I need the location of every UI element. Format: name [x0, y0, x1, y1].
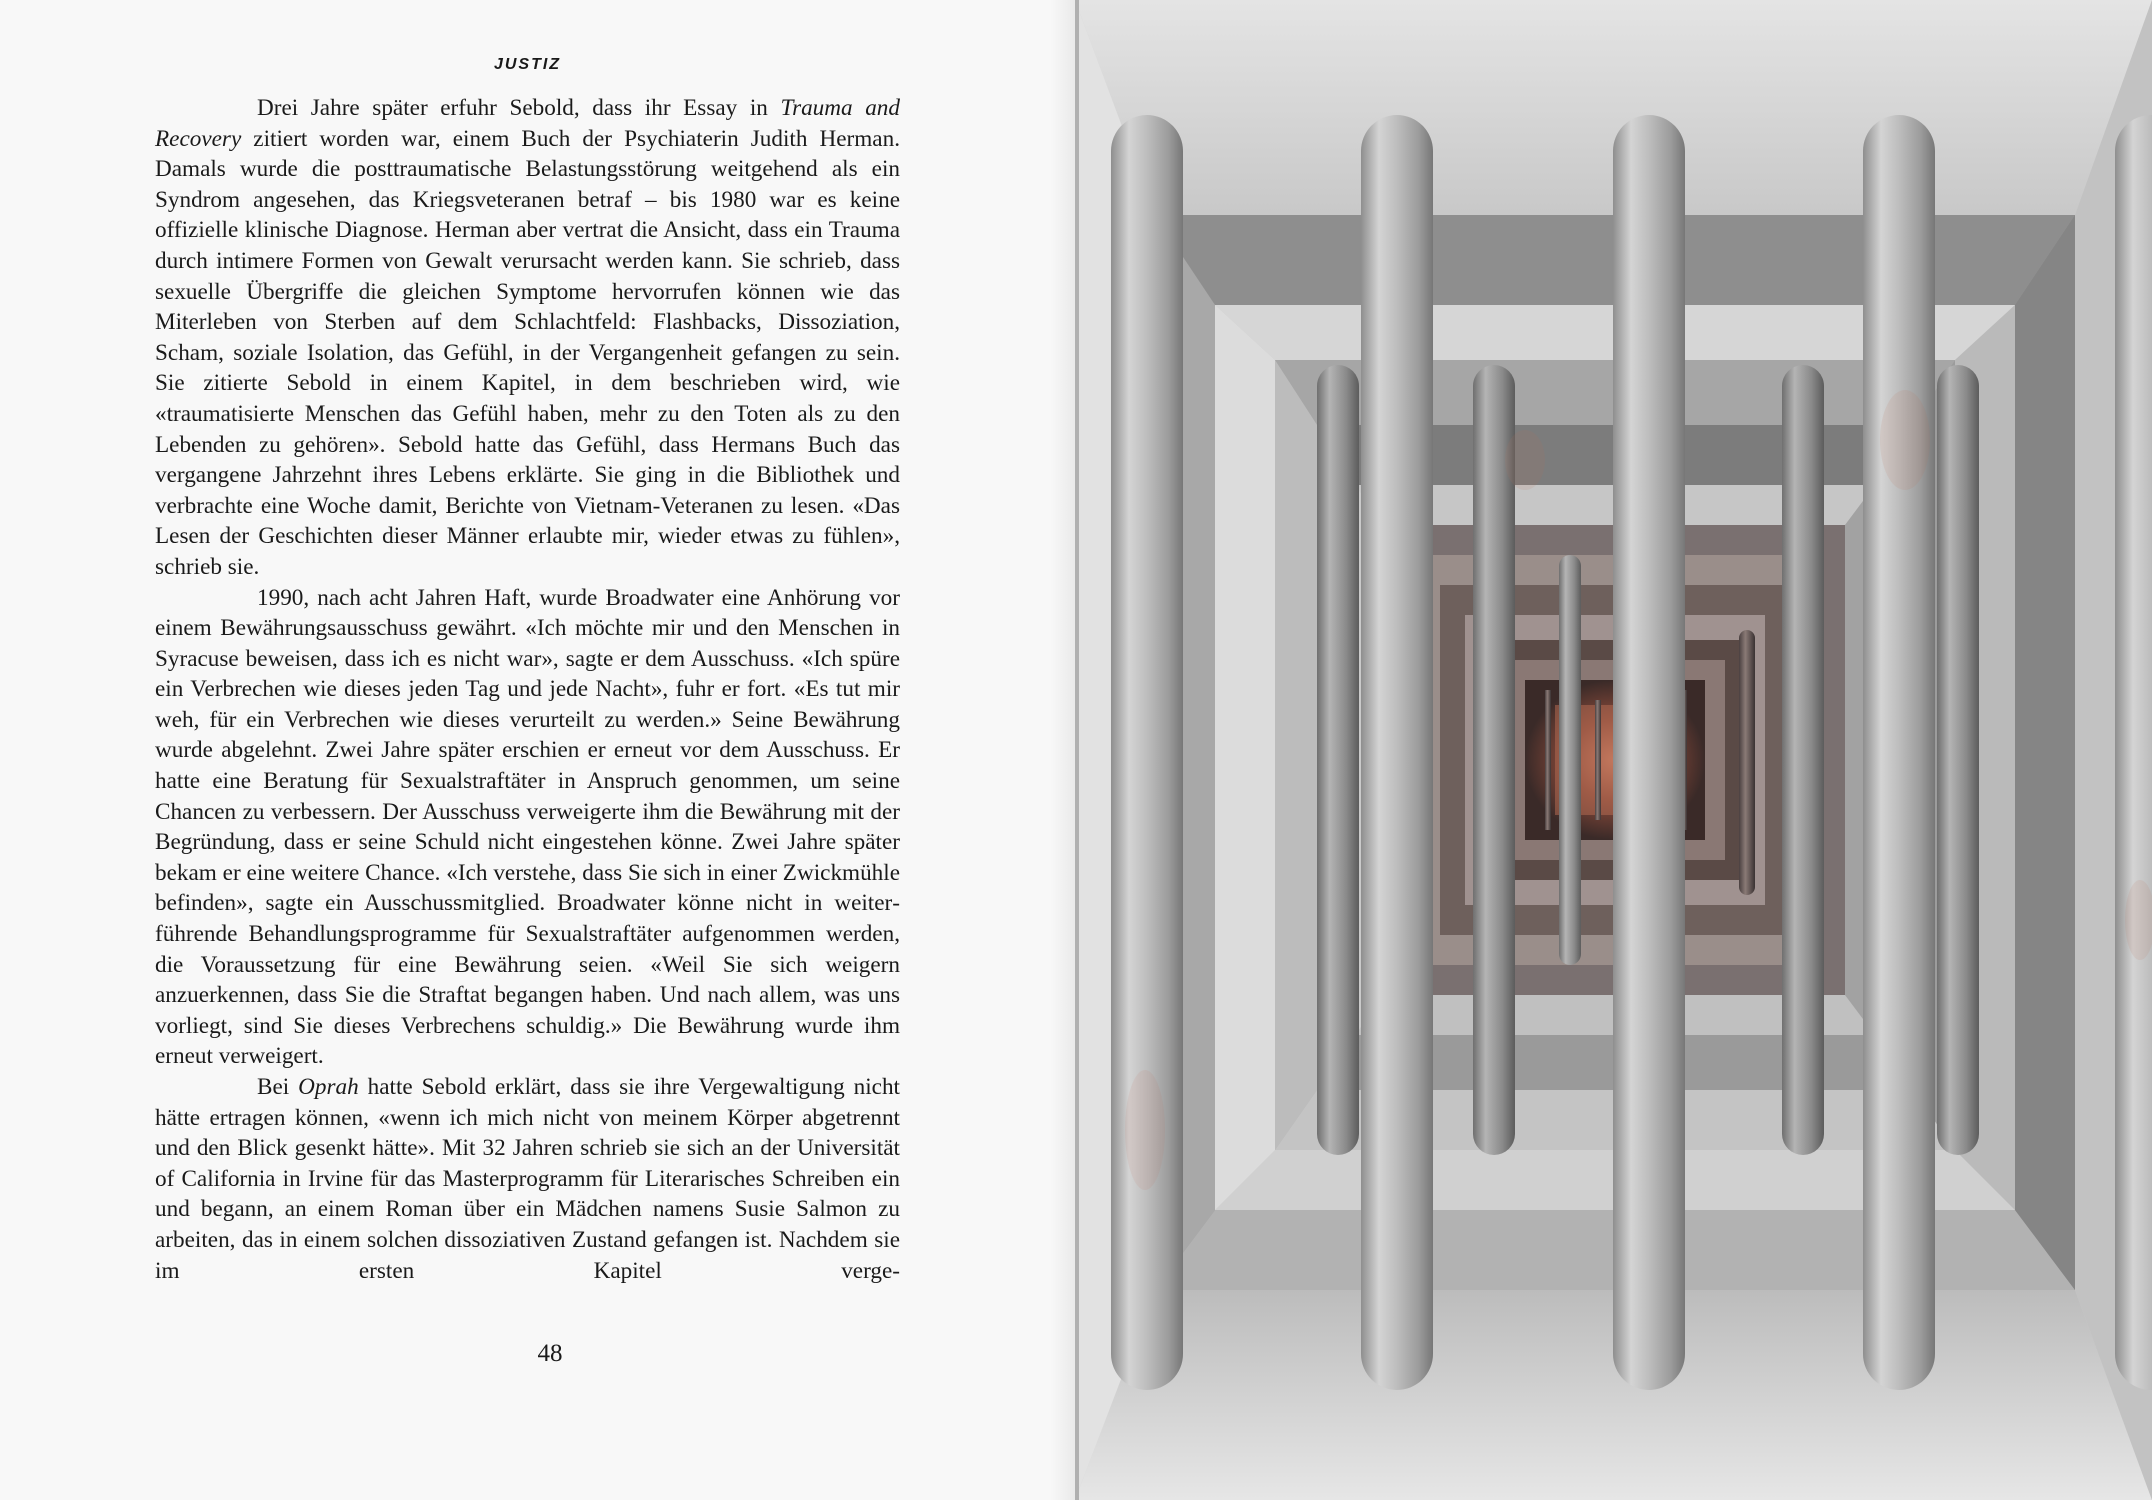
- body-text: [155, 93, 900, 1286]
- text-run: zitiert worden war, einem Buch der Psychiaterin Judith Herman. Damals wurde die posttraumatische Belastungsstörung weitgehend als ein Syndrom angesehen, das Kriegsveteranen betraf – bis 1980 war es keine offizielle klinische Diagnose. Herman aber vertrat die Ansicht, dass ein Trauma durch intimere Formen von Gewalt verursacht werden kann. Sie schrieb, dass sexuelle Übergriffe die gleichen Symptome hervorrufen können wie das Miterleben von Sterben auf dem Schlachtfeld: Flashbacks, Dissoziation, Scham, soziale Isolation, das Gefühl, in der Vergangenheit gefangen zu sein. Sie zitierte Sebold in einem Kapitel, in dem beschrieben wird, wie «traumatisierte Menschen das Gefühl haben, mehr zu den Toten als zu den Lebenden zu gehören». Sebold hatte das Gefühl, dass Hermans Buch das vergangene Jahrzehnt ihres Lebens erklärte. Sie ging in die Bibliothek und verbrachte eine Woche damit, Berichte von Vietnam-Veteranen zu lesen. «Das Lesen der Geschichten dieser Männer erlaubte mir, wieder etwas zu fühlen», schrieb sie.: [155, 125, 900, 580]
- gutter-shadow: [1050, 0, 1075, 1500]
- text-run: Drei Jahre später erfuhr Sebold, dass ihr Essay in: [257, 95, 781, 121]
- paragraph: [155, 1072, 900, 1286]
- paragraph: [155, 583, 900, 1073]
- italic-title: Oprah: [298, 1074, 359, 1100]
- running-head: JUSTIZ: [493, 56, 562, 73]
- left-page: [0, 0, 1075, 1500]
- paragraph: [155, 93, 900, 583]
- right-page-illustration: [1075, 0, 2152, 1500]
- text-run: Bei: [257, 1074, 299, 1100]
- italic-title: Trauma and Recovery: [155, 95, 900, 152]
- prison-bars-tunnel-illustration: [1075, 0, 2152, 1500]
- page-number: 48: [537, 1340, 563, 1367]
- text-run: hatte Sebold erklärt, dass sie ihre Vergewaltigung nicht hätte ertragen können, «wenn ich mich nicht von meinem Körper abgetrennt und den Blick gesenkt hätte». Mit 32 Jahren schrieb sie sich an der Universität of California in Irvine für das Masterprogramm für Literarisches Schreiben ein und begann, an einem Roman über ein Mädchen namens Susie Salmon zu arbeiten, das in einem solchen dissoziativen Zustand gefangen ist. Nachdem sie im ersten Kapitel verge-: [155, 1074, 900, 1284]
- text-run: 1990, nach acht Jahren Haft, wurde Broadwater eine Anhörung vor einem Bewährungsausschuss gewährt. «Ich möchte mir und den Menschen in Syracuse beweisen, dass ich es nicht war», sagte er dem Ausschuss. «Ich spüre ein Verbrechen wie dieses jeden Tag und jede Nacht», fuhr er fort. «Es tut mir weh, für ein Verbrechen wie dieses verurteilt zu werden.» Seine Bewährung wurde abgelehnt. Zwei Jahre später erschien er erneut vor dem Ausschuss. Er hatte eine Beratung für Sexualstraftäter in Anspruch genommen, um seine Chancen zu verbessern. Der Ausschuss verweigerte ihm die Bewährung mit der Begründung, dass er seine Schuld nicht eingestehen könne. Zwei Jahre später bekam er eine weitere Chance. «Ich verstehe, dass Sie sich in einer Zwickmühle befinden», sagte ein Ausschussmitglied. Broadwater könne nicht in weiterführende Behandlungsprogramme für Sexualstraftäter aufgenommen werden, die Voraussetzung für eine Bewährung seien. «Weil Sie sich weigern anzuerkennen, dass Sie die Straftat begangen haben. Und nach allem, was uns vorliegt, sind Sie dieses Verbrechens schuldig.» Die Bewährung wurde ihm erneut verweigert.: [155, 584, 900, 1070]
